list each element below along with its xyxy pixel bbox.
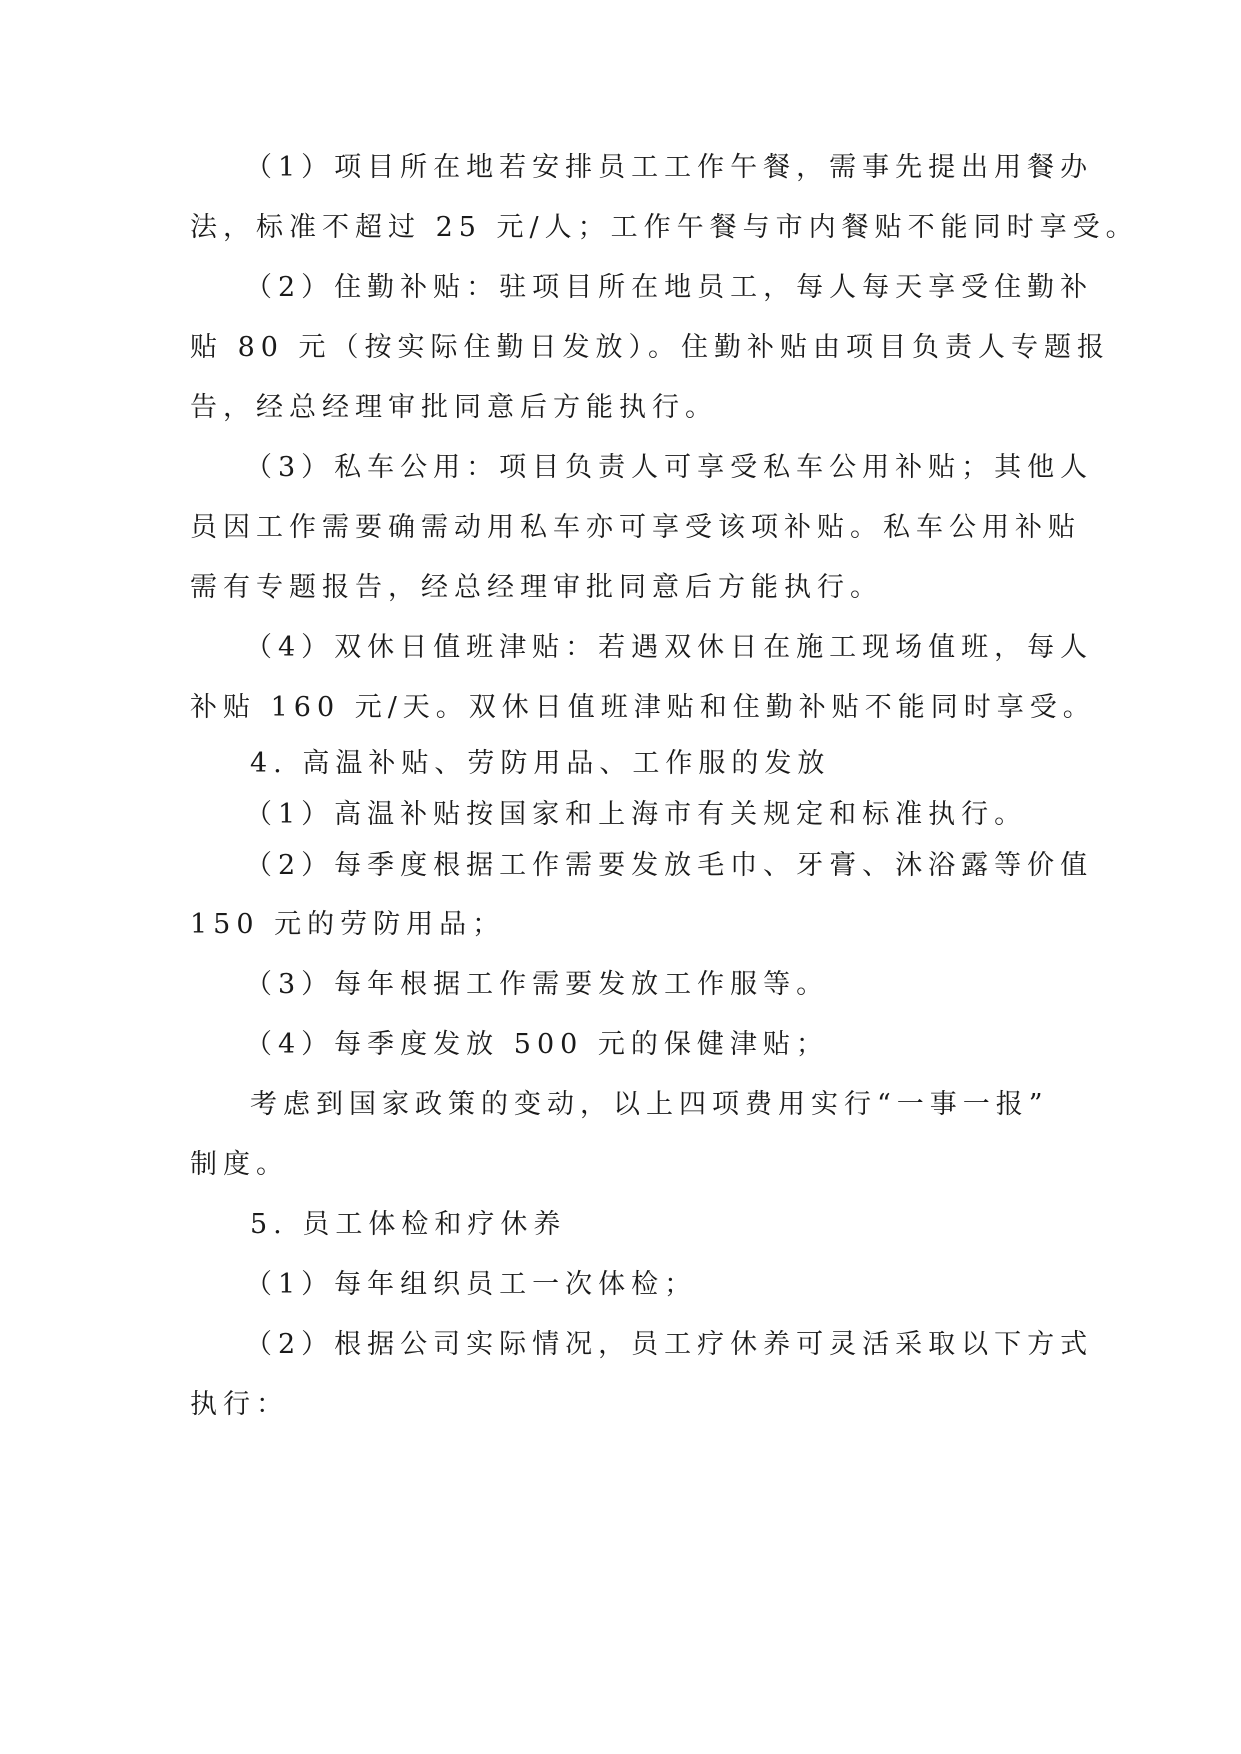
- paragraph-line: （2）住勤补贴：驻项目所在地员工，每人每天享受住勤补: [245, 272, 1094, 303]
- paragraph-line: 法，标准不超过 25 元/人；工作午餐与市内餐贴不能同时享受。: [190, 212, 1139, 243]
- paragraph-line: 执行：: [190, 1389, 289, 1420]
- section-heading: 5. 员工体检和疗休养: [250, 1209, 567, 1240]
- paragraph-line: 制度。: [190, 1149, 289, 1180]
- paragraph-line: 贴 80 元（按实际住勤日发放）。住勤补贴由项目负责人专题报: [190, 332, 1111, 363]
- paragraph-line: 需有专题报告，经总经理审批同意后方能执行。: [190, 572, 883, 603]
- paragraph-line: （3）私车公用：项目负责人可享受私车公用补贴；其他人: [245, 452, 1094, 483]
- paragraph-line: （1）高温补贴按国家和上海市有关规定和标准执行。: [245, 799, 1028, 830]
- section-heading: 4. 高温补贴、劳防用品、工作服的发放: [250, 748, 831, 779]
- paragraph-line: （1）每年组织员工一次体检；: [245, 1269, 698, 1300]
- paragraph-line: 员因工作需要确需动用私车亦可享受该项补贴。私车公用补贴: [190, 512, 1081, 543]
- paragraph-line: （3）每年根据工作需要发放工作服等。: [245, 969, 830, 1000]
- paragraph-line: （4）每季度发放 500 元的保健津贴；: [245, 1029, 829, 1060]
- paragraph-line: （2）根据公司实际情况，员工疗休养可灵活采取以下方式: [245, 1329, 1094, 1360]
- paragraph-line: （2）每季度根据工作需要发放毛巾、牙膏、沐浴露等价值: [245, 850, 1094, 881]
- paragraph-line: （1）项目所在地若安排员工工作午餐，需事先提出用餐办: [245, 152, 1094, 183]
- paragraph-line: （4）双休日值班津贴：若遇双休日在施工现场值班，每人: [245, 632, 1094, 663]
- paragraph-line: 150 元的劳防用品；: [190, 909, 506, 940]
- paragraph-line: 补贴 160 元/天。双休日值班津贴和住勤补贴不能同时享受。: [190, 692, 1096, 723]
- paragraph-line: 告，经总经理审批同意后方能执行。: [190, 392, 718, 423]
- paragraph-line: 考虑到国家政策的变动，以上四项费用实行“一事一报”: [250, 1089, 1049, 1120]
